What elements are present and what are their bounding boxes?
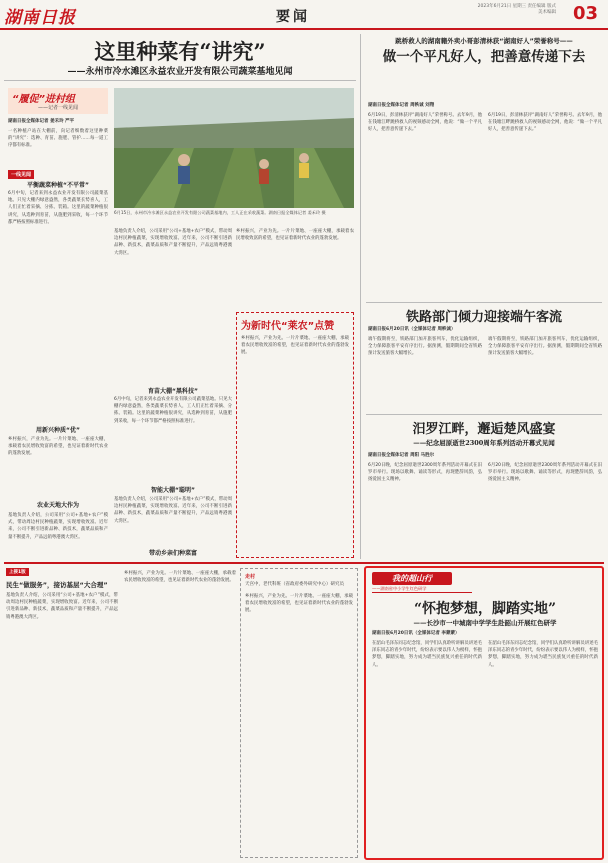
bottom-left-title: 民生“做服务”，接访基层“大合理” <box>6 581 108 589</box>
left-column-text-3: 基地负责人介绍，公司采用“公司+基地+农户”模式，带动周边村民种植蔬菜，实现增收致富。近年来，公司不断引进新品种、新技术，蔬菜品质和产量不断提升，产品远销粤港澳大湾区。 <box>8 513 108 540</box>
intro-text: 一名种植户站在大棚前，向记者细数着这里种菜的“讲究”：选种、育苗、施肥、管护……每一道工序都有标准。 <box>8 129 108 149</box>
side-head-1: 平衡蔬菜种植“不平常” <box>27 182 89 189</box>
main-subtitle: ——永州市冷水滩区永益农业开发有限公司蔬菜基地见闻 <box>67 67 293 77</box>
column-tag-box <box>8 88 108 114</box>
right-byline: 湖南日报全媒体记者 周帙诚 刘翔 <box>368 103 435 108</box>
column-badge-sub: ——湖南省中小学生红色研学 <box>372 586 472 593</box>
center-col-2: 乡村振兴，产业为先。一片片菜地、一座座大棚，承载着农民增收致富的希望，也见证着新时代农业的蓬勃发展。 <box>236 229 354 242</box>
center-col-1: 基地负责人介绍，公司采用“公司+基地+农户”模式，带动周边村民种植蔬菜，实现增收致富。近年来，公司不断引进新品种、新技术，蔬菜品质和产量不断提升，产品远销粤港澳大湾区。 <box>114 229 232 256</box>
rail-byline: 湖南日报6月20日讯（全媒体记者 周帙诚） <box>368 327 456 332</box>
commentary-title: 为新时代“莱农”点赞 <box>241 321 335 332</box>
section-head-2: 育苗大棚“黑科技” <box>148 388 198 395</box>
commentary-text: 乡村振兴，产业为先。一片片菜地、一座座大棚，承载着农民增收致富的希望，也见证着新时代农业的蓬勃发展。 <box>241 336 349 356</box>
bottom-mid-kicker: 走村 <box>245 574 256 580</box>
bottom-left-text: 基地负责人介绍，公司采用“公司+基地+农户”模式，带动周边村民种植蔬菜，实现增收致富。近年来，公司不断引进新品种、新技术，蔬菜品质和产量不断提升，产品远销粤港澳大湾区。 <box>6 593 118 620</box>
right-col-1: 6月19日，彭清林获评“湖南好人”荣誉称号。去年9月，他在钱塘江畔跳桥救人的视频感动全网，他说：“做一个平凡好人，把善意传递下去。” <box>368 113 482 133</box>
column-badge: 我的超山行 <box>372 572 452 585</box>
highlighted-subtitle: ——长沙市一中城南中学学生赴韶山开展红色研学 <box>413 619 557 627</box>
rail-col-2: 端午假期将至，铁路部门加开旅客列车，优化运输组织，全力保障旅客平安有序出行。据预测，假期期间全省铁路预计发送旅客大幅增长。 <box>488 337 602 357</box>
column-divider <box>360 34 361 559</box>
issue-meta: 2023年6月21日 星期三 责任编辑 版式 美术编辑 <box>477 4 556 15</box>
bottom-mid-text: 乡村振兴，产业为先。一片片菜地、一座座大棚，承载着农民增收致富的希望，也见证着新时代农业的蓬勃发展。 <box>245 594 353 614</box>
divider <box>366 302 602 303</box>
side-head-2: 用新兴种质“优” <box>36 427 80 434</box>
highlighted-headline: “怀抱梦想，脚踏实地” <box>413 601 557 617</box>
column-tag: “履促”进村组 <box>12 94 75 105</box>
bottom-col-2: 乡村振兴，产业为先。一片片菜地、一座座大棚，承载着农民增收致富的希望，也见证着新时代农业的蓬勃发展。 <box>124 571 236 584</box>
left-column-text-2: 乡村振兴，产业为先。一片片菜地、一座座大棚，承载着农民增收致富的希望，也见证着新时代农业的蓬勃发展。 <box>8 437 108 457</box>
main-headline: 这里种菜有“讲究” <box>94 39 266 64</box>
section-head-3: 智能大棚“聪明” <box>151 487 195 494</box>
right-kicker: 跳桥救人的湖南籍外卖小哥彭清林获“湖南好人”荣誉称号—— <box>395 37 573 45</box>
commemoration-byline: 湖南日报全媒体记者 周阳 马胜尔 <box>368 453 435 458</box>
page-number: 03 <box>572 3 598 24</box>
center-col-4: 基地负责人介绍，公司采用“公司+基地+农户”模式，带动周边村民种植蔬菜，实现增收致富。近年来，公司不断引进新品种、新技术，蔬菜品质和产量不断提升，产品远销粤港澳大湾区。 <box>114 497 232 524</box>
newspaper-logo: 湖南日报 <box>4 8 76 28</box>
greenhouse-photo <box>114 88 354 208</box>
section-divider <box>4 562 604 564</box>
rail-headline: 铁路部门倾力迎接端午客流 <box>405 310 562 325</box>
commemoration-col-2: 6月20日晚，纪念屈原逝世2300周年系列活动开幕式在汨罗市举行。现场以歌舞、诵读等形式，再现楚辞风韵，弘扬爱国主义精神。 <box>488 463 602 483</box>
commemoration-col-1: 6月20日晚，纪念屈原逝世2300周年系列活动开幕式在汨罗市举行。现场以歌舞、诵读等形式，再现楚辞风韵，弘扬爱国主义精神。 <box>368 463 482 483</box>
commemoration-subtitle: ——纪念屈原逝世2300周年系列活动开幕式见闻 <box>413 439 555 447</box>
highlighted-col-1: 在韶山毛泽东同志纪念馆，同学们认真聆听讲解员讲述毛泽东同志的青少年时代，纷纷表示要以伟人为榜样，怀抱梦想，脚踏实地，努力成为堪当民族复兴重任的时代新人。 <box>372 641 482 668</box>
right-col-2: 6月19日，彭清林获评“湖南好人”荣誉称号。去年9月，他在钱塘江畔跳桥救人的视频感动全网，他说：“做一个平凡好人，把善意传递下去。” <box>488 113 602 133</box>
bottom-mid-box <box>240 568 358 858</box>
continued-tag: 上接1版 <box>6 568 29 576</box>
section-head-4: 带动乡亲们种菜富 <box>148 550 197 557</box>
center-col-3: 6月中旬，记者来到永益农业开发有限公司蔬菜基地。只见大棚内绿意盎然，各类蔬菜长势喜人，工人们正忙着采摘、分拣、装箱。这里的蔬菜种植很讲究，从选种到育苗，从施肥到采收，每一个环节都严格按照标准进行。 <box>114 397 232 424</box>
bottom-mid-title: 天宫中，老代科班（省政府委外研究中心）研究员 <box>245 582 344 587</box>
right-headline: 做一个平凡好人，把善意传递下去 <box>382 49 586 65</box>
main-byline: 湖南日报全媒体记者 姜禾玲 严平 <box>8 119 75 124</box>
side-head-3: 农业天地大作为 <box>36 502 79 509</box>
divider <box>4 80 356 81</box>
photo-caption: 6月15日，永州市冷水滩区永益农业开发有限公司蔬菜基地内，工人正在采收蔬菜。湖南日报全媒体记者 姜禾玲 摄 <box>114 210 326 215</box>
commemoration-headline: 汨罗江畔，邂逅楚风盛宴 <box>412 422 556 437</box>
commentary-box <box>236 312 354 558</box>
column-sub: ——记者一线见闻 <box>38 105 79 111</box>
section-title: 要闻 <box>276 9 310 25</box>
subhead-tag: 一线见闻 <box>8 170 34 179</box>
left-column-text: 6月中旬，记者来到永益农业开发有限公司蔬菜基地。只见大棚内绿意盎然，各类蔬菜长势喜人，工人们正忙着采摘、分拣、装箱。这里的蔬菜种植很讲究，从选种到育苗，从施肥到采收，每一个环节都严格按照标准进行。 <box>8 191 108 225</box>
masthead <box>0 0 608 30</box>
highlighted-byline: 湖南日报6月20日讯（全媒体记者 李蒙蒙） <box>372 631 460 636</box>
rail-col-1: 端午假期将至，铁路部门加开旅客列车，优化运输组织，全力保障旅客平安有序出行。据预测，假期期间全省铁路预计发送旅客大幅增长。 <box>368 337 482 357</box>
highlighted-col-2: 在韶山毛泽东同志纪念馆，同学们认真聆听讲解员讲述毛泽东同志的青少年时代，纷纷表示要以伟人为榜样，怀抱梦想，脚踏实地，努力成为堪当民族复兴重任的时代新人。 <box>488 641 598 668</box>
highlighted-article[interactable] <box>364 566 604 860</box>
divider <box>366 414 602 415</box>
